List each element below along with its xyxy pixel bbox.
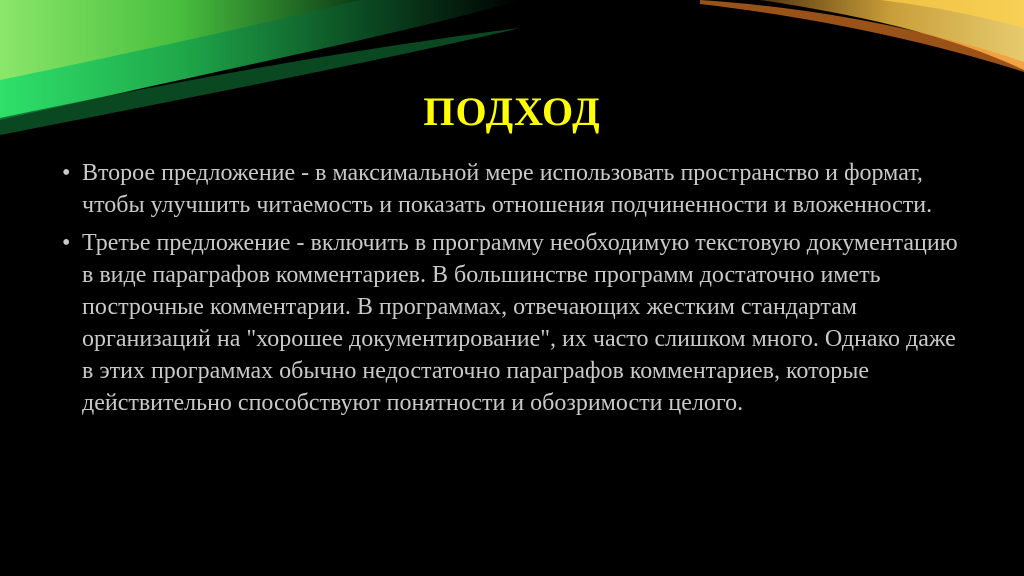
slide-title: ПОДХОД bbox=[423, 89, 601, 134]
bullet-text: Третье предложение - включить в программу необходимую текстовую документацию в виде параграфов комментариев. В большинстве программ достаточно иметь построчные комментарии. В программах, отвечающих жестким стандартам организаций на "хорошее документирование", их часто слишком много. Однако даже в этих программах обычно недостаточно параграфов комментариев, которые действительно способствуют понятности и обозримости целого. bbox=[82, 230, 958, 416]
bullet-icon: • bbox=[62, 160, 71, 186]
bullet-icon: • bbox=[62, 230, 71, 256]
bullet-item bbox=[62, 227, 962, 419]
bullet-text: Второе предложение - в максимальной мере использовать пространство и формат, чтобы улучшить читаемость и показать отношения подчиненности и вложенности. bbox=[82, 160, 933, 218]
bullet-list bbox=[62, 157, 962, 425]
bullet-item bbox=[62, 157, 962, 221]
